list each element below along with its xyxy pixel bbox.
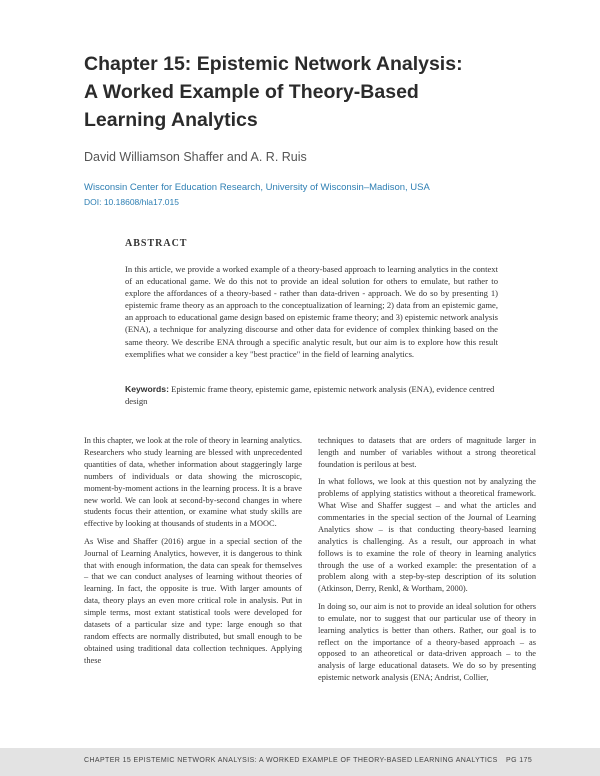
body-paragraph: techniques to datasets that are orders of magnitude larger in length and number of variables without a strong theoretical foundation is perilous at best. [318, 436, 536, 469]
body-column-left [84, 435, 302, 672]
title-line: Chapter 15: Epistemic Network Analysis: [84, 53, 463, 75]
title-line: Learning Analytics [84, 109, 258, 131]
page-footer [0, 748, 600, 776]
authors: David Williamson Shaffer and A. R. Ruis [84, 150, 307, 164]
body-paragraph: In this chapter, we look at the role of theory in learning analytics. Researchers who study learning are blessed with unprecedented quantities of data, whether information about staggeringly large numbers of individuals or data showing the microscopic, moment-by-moment actions in the learning process. It is a brave new world. We can look at second-by-second changes in where students focus their attention, or examine what study skills are effective by looking at thousands of students in a MOOC. [84, 436, 302, 529]
body-column-right [318, 435, 536, 690]
running-title: CHAPTER 15 EPISTEMIC NETWORK ANALYSIS: A WORKED EXAMPLE OF THEORY-BASED LEARNING ANALYTICS [84, 757, 498, 764]
page-number: PG 175 [506, 757, 533, 764]
keywords [125, 383, 498, 407]
title-line: A Worked Example of Theory-Based [84, 81, 419, 103]
affiliation: Wisconsin Center for Education Research, University of Wisconsin–Madison, USA [84, 182, 430, 193]
keywords-label: Keywords: [125, 384, 169, 394]
keywords-text: Epistemic frame theory, epistemic game, epistemic network analysis (ENA), evidence centred design [125, 384, 495, 407]
abstract-heading: ABSTRACT [125, 238, 188, 249]
body-paragraph: In doing so, our aim is not to provide an ideal solution for others to emulate, nor to suggest that our particular use of theory in learning analytics is better than others. Rather, our goal is to reflect on the importance of a theory-based approach – as opposed to an atheoretical or data-driven approach – to the analysis of large educational datasets. We do so by presenting epistemic network analysis (ENA; Andrist, Collier, [318, 601, 536, 683]
chapter-title [84, 50, 524, 134]
doi-link[interactable]: DOI: 10.18608/hla17.015 [84, 197, 179, 207]
abstract-text: In this article, we provide a worked example of a theory-based approach to learning analytics in the context of an educational game. We do this not to provide an ideal solution for others to emulate, but rather to explore the affordances of a theory-based - rather than data-driven - approach. We do so by presenting 1) epistemic frame theory as an approach to the conceptualization of learning; 2) data from an epistemic game, an approach to educational game design based on epistemic frame theory; and 3) epistemic network analysis (ENA), a technique for analyzing discourse and other data for evidence of complex thinking based on the same theory. We describe ENA through a specific analytic result, but our aim is to explore how this result exemplifies what we consider a key "best practice" in the field of learning analytics. [125, 264, 498, 359]
body-paragraph: In what follows, we look at this question not by analyzing the problems of applying statistics without a theoretical framework. What Wise and Shaffer suggest – and what the articles and commentaries in the special section of the Journal of Learning Analytics show – is that conducting theory-based learning analytics is challenging. As a result, our approach in what follows is to examine the role of theory in learning analytics through the use of a worked example: the presentation of a problem along with a step-by-step description of its solution (Atkinson, Derry, Renkl, & Wortham, 2000). [318, 477, 536, 594]
body-paragraph: As Wise and Shaffer (2016) argue in a special section of the Journal of Learning Analytics, however, it is dangerous to think that with enough information, the data can speak for themselves – that we can conduct analyses of learning without theories of learning. In fact, the opposite is true. With larger amounts of data, theory plays an even more critical role in analysis. Put in simple terms, most extant statistical tools were developed for datasets of a particular size and type: large enough so that random effects are normally distributed, but small enough to be obtained using traditional data collection techniques. Applying these [84, 536, 302, 665]
